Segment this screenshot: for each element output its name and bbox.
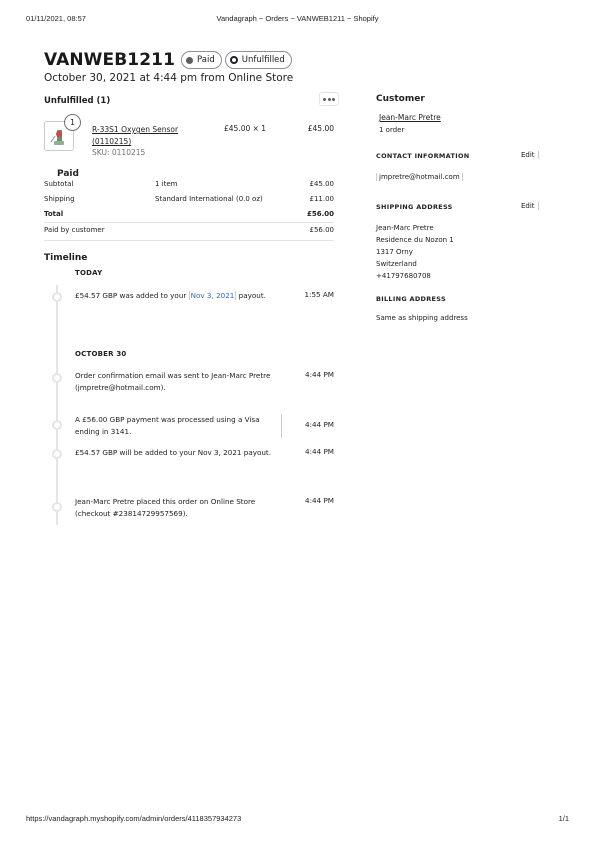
payment-row-label: Total — [44, 210, 64, 218]
product-unit-price: £45.00 × 1 — [224, 124, 267, 133]
timeline-heading: Timeline — [44, 253, 88, 263]
timeline-dot — [52, 373, 62, 383]
timeline-dot — [52, 449, 62, 459]
payment-row-amount: £56.00 — [306, 210, 334, 218]
order-subtitle: October 30, 2021 at 4:44 pm from Online Store — [44, 72, 294, 84]
print-datetime: 01/11/2021, 08:57 — [26, 14, 86, 23]
print-footer — [0, 814, 595, 826]
fulfillment-status-badge — [225, 51, 292, 69]
timeline-event-text: £54.57 GBP was added to your — [75, 291, 189, 300]
shipping-address-line: Switzerland — [376, 260, 417, 268]
contact-information-label: CONTACT INFORMATION — [376, 152, 470, 160]
billing-address-text: Same as shipping address — [376, 314, 468, 322]
timeline-event-time: 1:55 AM — [304, 290, 334, 299]
paid-heading: Paid — [57, 169, 79, 179]
shipping-address-line: Residence du Nozon 1 — [376, 236, 454, 244]
product-line-total: £45.00 — [307, 124, 334, 133]
payment-status-badge — [181, 51, 222, 69]
shipping-address-line: Jean-Marc Pretre — [376, 224, 434, 232]
fulfillment-status-label: Unfulfilled — [241, 55, 285, 65]
timeline-line — [56, 285, 58, 525]
payment-row-shipping — [44, 195, 334, 209]
more-actions-button[interactable] — [319, 92, 339, 106]
customer-order-count: 1 order — [379, 126, 405, 134]
timeline-date-october-30: OCTOBER 30 — [75, 350, 127, 358]
order-title-row — [44, 48, 295, 72]
divider — [44, 240, 334, 241]
payment-row-detail: 1 item — [155, 180, 178, 188]
ring-circle-icon — [230, 56, 238, 64]
edit-shipping-address-button[interactable]: Edit — [521, 202, 539, 210]
expand-bracket — [278, 414, 282, 438]
quantity-badge: 1 — [64, 114, 81, 131]
timeline-dot — [52, 420, 62, 430]
timeline-event-order-placed: Jean-Marc Pretre placed this order on Online Store (checkout #23814729957569). — [75, 497, 256, 518]
payment-row-amount: £11.00 — [309, 195, 334, 203]
payment-row-label: Shipping — [44, 195, 75, 203]
timeline-event-time: 4:44 PM — [305, 447, 334, 456]
timeline-event-text: payout. — [236, 291, 266, 300]
billing-address-label: BILLING ADDRESS — [376, 295, 446, 303]
shipping-address-label: SHIPPING ADDRESS — [376, 203, 453, 211]
product-name-link[interactable]: R-33S1 Oxygen Sensor (0110215) — [92, 125, 179, 146]
print-title: Vandagraph ~ Orders ~ VANWEB1211 ~ Shopify — [216, 14, 379, 23]
timeline-event-payout-added — [75, 290, 285, 302]
payment-row-detail: Standard International (0.0 oz) — [155, 195, 263, 203]
unfulfilled-heading: Unfulfilled (1) — [44, 96, 111, 106]
print-header — [0, 14, 595, 26]
timeline-event-time: 4:44 PM — [305, 496, 334, 505]
payment-row-subtotal — [44, 180, 334, 194]
payment-status-label: Paid — [197, 55, 215, 65]
timeline-event-time: 4:44 PM — [305, 370, 334, 379]
edit-contact-button[interactable]: Edit — [521, 151, 539, 159]
payment-row-label: Subtotal — [44, 180, 74, 188]
timeline-event-confirmation-email: Order confirmation email was sent to Jean-Marc Pretre (jmpretre@hotmail.com). — [75, 371, 271, 392]
customer-heading: Customer — [376, 94, 425, 104]
customer-name-link[interactable]: Jean-Marc Pretre — [379, 113, 441, 122]
filled-circle-icon — [186, 57, 193, 64]
shipping-address-phone: +41797680708 — [376, 272, 431, 280]
timeline-dot — [52, 292, 62, 302]
shipping-address-line: 1317 Orny — [376, 248, 413, 256]
ellipsis-icon-dot — [328, 98, 331, 101]
divider — [44, 222, 334, 223]
timeline-event-payout-pending: £54.57 GBP will be added to your Nov 3, 2021 payout. — [75, 448, 272, 457]
timeline-date-today: TODAY — [75, 269, 103, 277]
timeline-event-time: 4:44 PM — [305, 420, 334, 429]
timeline-event-payment-processed[interactable]: A £56.00 GBP payment was processed using a Visa ending in 3141. — [75, 415, 260, 436]
print-page-number: 1/1 — [558, 814, 569, 823]
payment-row-label: Paid by customer — [44, 226, 105, 234]
payment-row-amount: £56.00 — [309, 226, 334, 234]
print-url: https://vandagraph.myshopify.com/admin/orders/4118357934273 — [26, 814, 242, 823]
order-number: VANWEB1211 — [44, 50, 176, 70]
payout-link[interactable]: Nov 3, 2021 — [190, 291, 235, 300]
payment-row-paid-by-customer — [44, 226, 334, 240]
payment-row-amount: £45.00 — [309, 180, 334, 188]
ellipsis-icon-dot — [332, 98, 335, 101]
ellipsis-icon — [323, 98, 326, 101]
customer-email-link[interactable]: jmpretre@hotmail.com — [376, 173, 463, 181]
timeline-dot — [52, 502, 62, 512]
product-sku: SKU: 0110215 — [92, 148, 146, 157]
